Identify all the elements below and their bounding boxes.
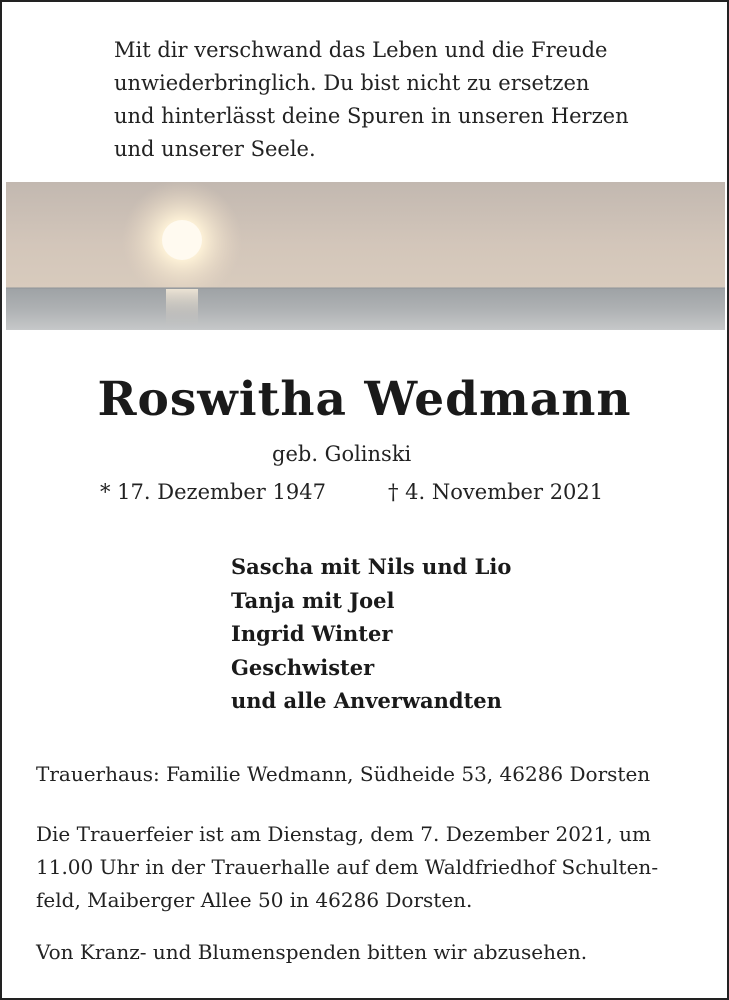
verse-line: und unserer Seele. (114, 137, 316, 161)
mourner: Ingrid Winter (231, 621, 393, 646)
verse-line: unwiederbringlich. Du bist nicht zu ersetzen (114, 71, 590, 95)
service-line: 11.00 Uhr in der Trauerhalle auf dem Waldfriedhof Schulten- (36, 855, 659, 879)
mourner: und alle Anverwandten (231, 688, 502, 713)
verse-line: Mit dir verschwand das Leben und die Freude (114, 38, 608, 62)
sea (6, 288, 725, 330)
mourner: Geschwister (231, 654, 375, 680)
mourning-house-address: Trauerhaus: Familie Wedmann, Südheide 53, 46286 Dorsten (36, 762, 651, 786)
mourner: Tanja mit Joel (231, 587, 395, 613)
service-line: feld, Maiberger Allee 50 in 46286 Dorsten. (36, 888, 473, 912)
service-line: Die Trauerfeier ist am Dienstag, dem 7. Dezember 2021, um (36, 822, 651, 846)
deceased-name: Roswitha Wedmann (97, 372, 632, 427)
memorial-verse (114, 34, 629, 166)
mourner: Sascha mit Nils und Lio (231, 554, 512, 579)
sunset-photo (6, 182, 725, 330)
sun-reflection (166, 289, 198, 327)
maiden-name: geb. Golinski (272, 442, 412, 466)
mourners-list (231, 550, 511, 718)
sky (6, 182, 725, 288)
sun (162, 220, 202, 260)
verse-line: und hinterlässt deine Spuren in unseren Herzen (114, 104, 629, 128)
birth-date: * 17. Dezember 1947 (100, 480, 326, 504)
flowers-note: Von Kranz- und Blumenspenden bitten wir abzusehen. (36, 940, 588, 964)
funeral-service-info (36, 818, 658, 917)
death-date: † 4. November 2021 (388, 480, 604, 504)
sunset-image (6, 182, 725, 330)
